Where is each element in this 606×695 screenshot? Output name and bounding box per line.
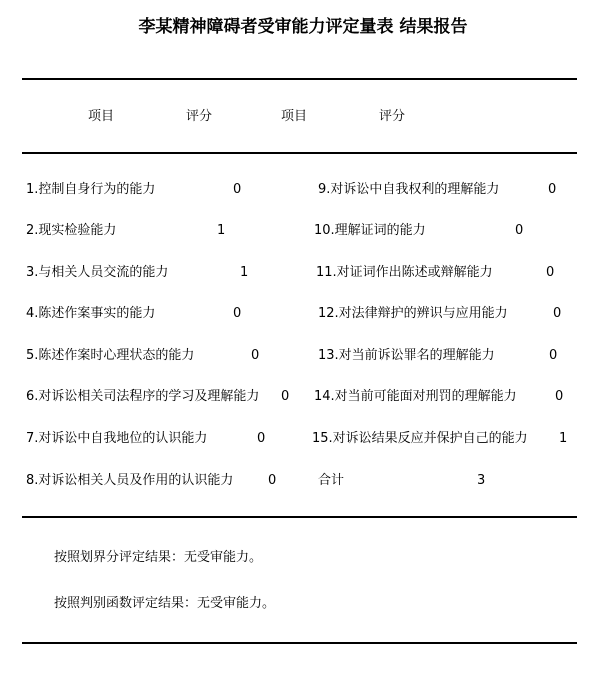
header-score-right: 评分 (379, 109, 406, 124)
item-8-score: 0 (268, 473, 277, 488)
header-item-right: 项目 (281, 109, 308, 124)
header-score-left: 评分 (186, 109, 213, 124)
item-13-label: 13.对当前诉讼罪名的理解能力 (318, 348, 495, 363)
item-14-label: 14.对当前可能面对刑罚的理解能力 (314, 389, 517, 404)
item-8-label: 8.对诉讼相关人员及作用的认识能力 (26, 473, 234, 488)
item-13-score: 0 (549, 348, 558, 363)
item-1-score: 0 (233, 182, 242, 197)
result-cutoff: 按照划界分评定结果：无受审能力。 (54, 550, 263, 565)
body-rule (22, 516, 577, 518)
header-item-left: 项目 (88, 109, 115, 124)
item-10-score: 0 (515, 223, 524, 238)
item-9-score: 0 (548, 182, 557, 197)
bottom-rule (22, 642, 577, 644)
item-2-score: 1 (217, 223, 226, 238)
total-score: 3 (477, 473, 486, 488)
item-5-score: 0 (251, 348, 260, 363)
header-rule (22, 152, 577, 154)
result-discriminant: 按照判别函数评定结果：无受审能力。 (54, 596, 276, 611)
item-11-label: 11.对证词作出陈述或辩解能力 (316, 265, 493, 280)
total-label: 合计 (318, 473, 345, 488)
item-11-score: 0 (546, 265, 555, 280)
item-15-label: 15.对诉讼结果反应并保护自己的能力 (312, 431, 528, 446)
item-12-label: 12.对法律辩护的辨识与应用能力 (318, 306, 508, 321)
item-2-label: 2.现实检验能力 (26, 223, 117, 238)
item-6-label: 6.对诉讼相关司法程序的学习及理解能力 (26, 389, 260, 404)
item-15-score: 1 (559, 431, 568, 446)
top-rule (22, 78, 577, 80)
item-7-label: 7.对诉讼中自我地位的认识能力 (26, 431, 208, 446)
item-4-label: 4.陈述作案事实的能力 (26, 306, 156, 321)
item-1-label: 1.控制自身行为的能力 (26, 182, 156, 197)
item-9-label: 9.对诉讼中自我权利的理解能力 (318, 182, 500, 197)
item-7-score: 0 (257, 431, 266, 446)
item-10-label: 10.理解证词的能力 (314, 223, 426, 238)
item-3-score: 1 (240, 265, 249, 280)
item-5-label: 5.陈述作案时心理状态的能力 (26, 348, 195, 363)
item-6-score: 0 (281, 389, 290, 404)
item-3-label: 3.与相关人员交流的能力 (26, 265, 169, 280)
item-4-score: 0 (233, 306, 242, 321)
report-title: 李某精神障碍者受审能力评定量表 结果报告 (138, 17, 468, 37)
item-12-score: 0 (553, 306, 562, 321)
item-14-score: 0 (555, 389, 564, 404)
